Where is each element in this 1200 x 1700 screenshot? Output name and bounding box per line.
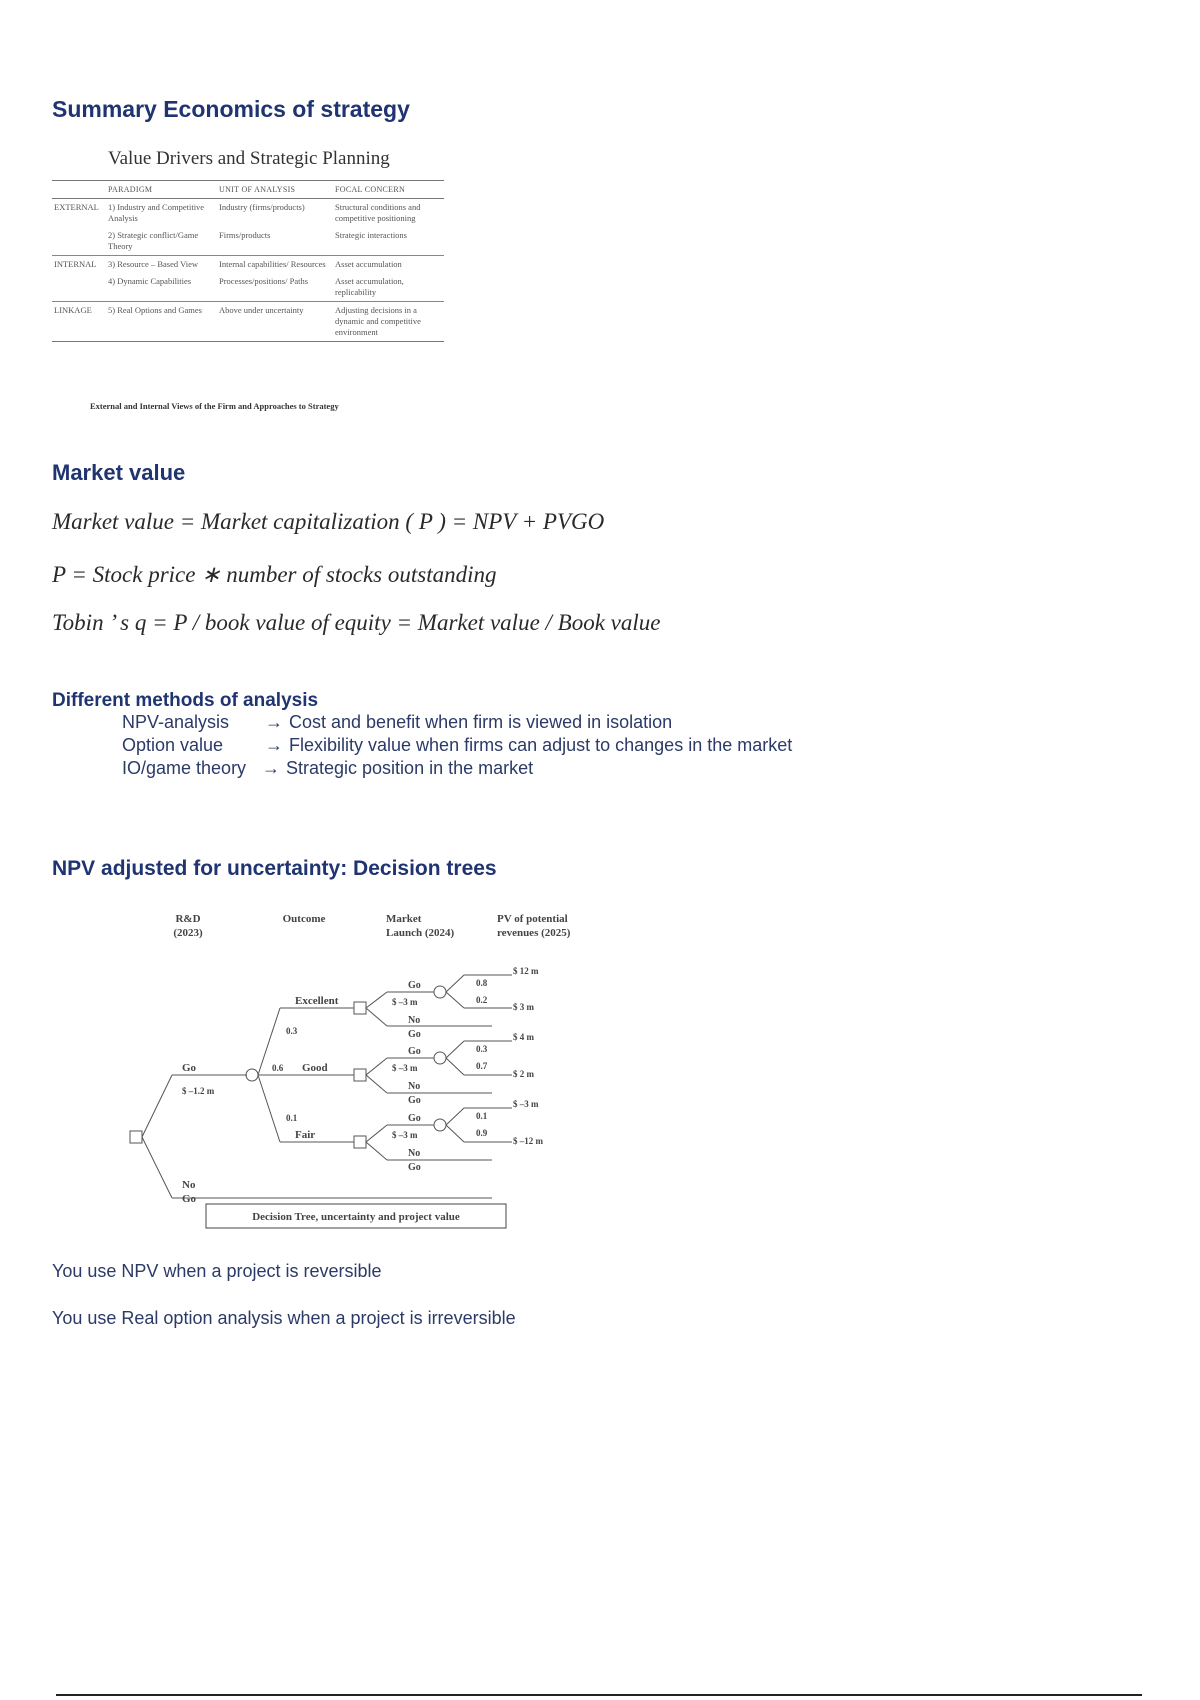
branch-label: No [182,1179,196,1191]
decision-tree-diagram [52,898,592,1238]
value-drivers-title: Value Drivers and Strategic Planning [108,148,390,169]
outcome-label: Excellent [295,995,339,1007]
paragraph-real-option: You use Real option analysis when a project is irreversible [52,1308,516,1328]
cell-concern: Asset accumulation, replicability [335,276,404,297]
branch-label: No [408,1148,421,1159]
table-row [52,199,444,228]
value-drivers-table [52,180,444,342]
formula-stock-price: P = Stock price ∗ number of stocks outstanding [52,562,497,587]
methods-list [122,712,793,781]
method-label: NPV-analysis [122,712,230,732]
outcome-label: Good [302,1062,328,1074]
decision-tree-figure [52,898,592,1238]
list-item [122,758,534,781]
branch-label: Go [408,1029,421,1040]
row-group: EXTERNAL [54,202,99,212]
cost-label: $ –3 m [392,1063,418,1073]
branch-label: Go [408,980,421,991]
tree-header: PV of potential [497,913,568,925]
cell-concern: Strategic interactions [335,230,407,240]
cell-unit: Internal capabilities/ Resources [217,256,333,274]
column-header: PARADIGM [106,181,217,199]
page-title: Summary Economics of strategy [52,96,410,122]
chance-node [434,986,446,998]
market-value-heading: Market value [52,460,186,485]
decision-node [354,1136,366,1148]
decision-tree-heading: NPV adjusted for uncertainty: Decision trees [52,857,497,880]
row-group [52,227,106,256]
arrow-right-icon: → [265,735,283,755]
tree-header: Market [386,913,422,925]
probability-label: 0.3 [286,1026,298,1036]
table-header-row [52,181,444,199]
value-label: $ 12 m [513,966,539,976]
cell-paradigm: 4) Dynamic Capabilities [108,276,192,286]
branch-label: Go [408,1095,421,1106]
method-description: Strategic position in the market [286,758,534,778]
list-item [122,735,793,758]
table-row [52,273,444,302]
cell-unit: Above under uncertainty [217,302,333,342]
branch-label: Go [408,1046,421,1057]
branch-label: Go [408,1162,421,1173]
method-description: Flexibility value when firms can adjust to changes in the market [289,735,793,755]
method-label: IO/game theory [122,758,247,778]
cell-concern: Adjusting decisions in a dynamic and competitive environment [333,302,444,342]
probability-label: 0.7 [476,1061,488,1071]
branch-label: Go [182,1062,197,1074]
cost-label: $ –3 m [392,997,418,1007]
tree-header: Launch (2024) [386,927,455,939]
arrow-right-icon: → [265,712,283,732]
cost-label: $ –3 m [392,1130,418,1140]
value-label: $ –12 m [513,1136,543,1146]
method-description: Cost and benefit when firm is viewed in isolation [289,712,673,732]
methods-heading: Different methods of analysis [52,690,319,711]
branch-label: Go [182,1193,197,1205]
paragraph-npv: You use NPV when a project is reversible [52,1261,382,1281]
probability-label: 0.1 [476,1111,488,1121]
tree-header: R&D [175,913,201,925]
tree-header: (2023) [173,927,203,939]
value-label: $ 4 m [513,1032,534,1042]
cell-unit: Firms/products [219,230,271,240]
list-item [122,712,673,735]
chance-node [246,1069,258,1081]
footer-divider [56,1694,1142,1696]
decision-node [354,1069,366,1081]
formula-market-value: Market value = Market capitalization ( P ) = NPV + PVGO [52,509,605,534]
tree-caption: Decision Tree, uncertainty and project value [252,1211,460,1223]
decision-node [130,1131,142,1143]
cell-unit: Industry (firms/products) [219,202,305,212]
row-group: INTERNAL [52,256,106,274]
column-header: UNIT OF ANALYSIS [217,181,333,199]
cell-paradigm: 2) Strategic conflict/Game Theory [108,230,199,251]
probability-label: 0.1 [286,1113,298,1123]
value-label: $ 3 m [513,1002,534,1012]
cell-paradigm: 1) Industry and Competitive Analysis [108,202,205,223]
value-drivers-caption: External and Internal Views of the Firm and Approaches to Strategy [90,401,339,411]
outcome-label: Fair [295,1129,316,1141]
probability-label: 0.3 [476,1044,488,1054]
probability-label: 0.2 [476,995,488,1005]
chance-node [434,1119,446,1131]
method-label: Option value [122,735,224,755]
cell-concern: Asset accumulation [333,256,444,274]
cell-concern: Structural conditions and competitive positioning [335,202,421,223]
cell-unit: Processes/positions/ Paths [219,276,309,286]
row-group: LINKAGE [52,302,106,342]
chance-node [434,1052,446,1064]
value-label: $ –3 m [513,1099,539,1109]
decision-node [354,1002,366,1014]
tree-header: revenues (2025) [497,927,571,939]
probability-label: 0.9 [476,1128,488,1138]
formula-tobins-q: Tobin ’ s q = P / book value of equity = Market value / Book value [52,610,661,635]
probability-label: 0.8 [476,978,488,988]
branch-label: No [408,1015,421,1026]
cost-label: $ –1.2 m [182,1086,215,1096]
column-header: FOCAL CONCERN [333,181,444,199]
branch-label: Go [408,1113,421,1124]
table-row [52,256,444,274]
table-row [52,227,444,256]
arrow-right-icon: → [262,758,280,778]
cell-paradigm: 5) Real Options and Games [106,302,217,342]
branch-label: No [408,1081,421,1092]
table-row [52,302,444,342]
row-group [52,273,106,302]
value-drivers-figure [52,148,444,413]
value-label: $ 2 m [513,1069,534,1079]
tree-header: Outcome [282,913,326,925]
probability-label: 0.6 [272,1063,284,1073]
cell-paradigm: 3) Resource – Based View [106,256,217,274]
